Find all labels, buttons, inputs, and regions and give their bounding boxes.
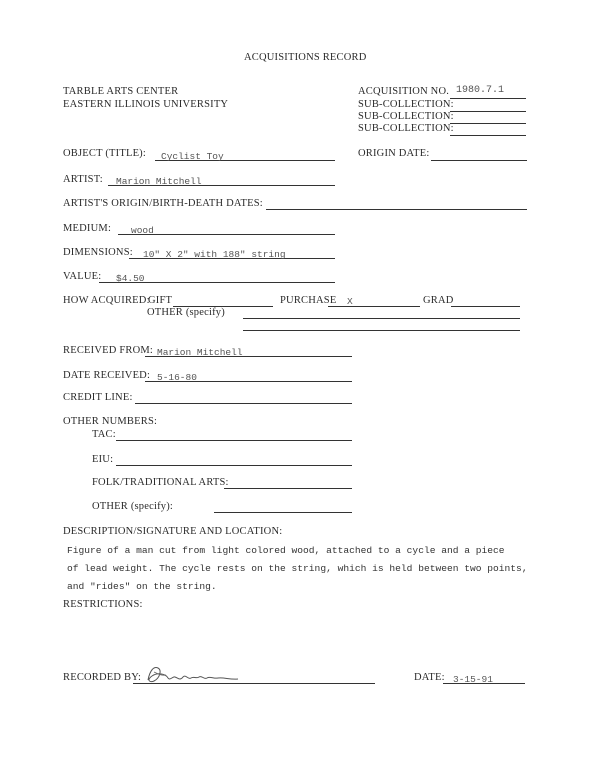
credit-line-line [135, 403, 352, 404]
other-specify-line-2 [243, 330, 520, 331]
sub-collection-1-label: SUB-COLLECTION: [358, 99, 454, 110]
sub-collection-3-line [450, 135, 526, 136]
folk-traditional-arts-line [224, 488, 352, 489]
origin-date-label: ORIGIN DATE: [358, 148, 430, 159]
tac-label: TAC: [92, 429, 116, 440]
signature-icon [140, 662, 250, 688]
other-specify-label: OTHER (specify) [147, 307, 225, 318]
document-title: ACQUISITIONS RECORD [244, 52, 367, 63]
recorded-by-label: RECORDED BY: [63, 672, 142, 683]
description-line-1: Figure of a man cut from light colored wood, attached to a cycle and a piece [67, 545, 505, 556]
date-value: 3-15-91 [453, 674, 493, 685]
acquisition-number-label: ACQUISITION NO. [358, 86, 450, 97]
description-label: DESCRIPTION/SIGNATURE AND LOCATION: [63, 526, 283, 537]
artist-label: ARTIST: [63, 174, 103, 185]
grad-line [451, 306, 520, 307]
sub-collection-3-label: SUB-COLLECTION: [358, 123, 454, 134]
grad-label: GRAD [423, 295, 454, 306]
other-numbers-label: OTHER NUMBERS: [63, 416, 158, 427]
value-value: $4.50 [116, 273, 145, 284]
received-from-label: RECEIVED FROM: [63, 345, 154, 356]
description-line-3: and "rides" on the string. [67, 581, 217, 592]
how-acquired-label: HOW ACQUIRED: [63, 295, 150, 306]
other-numbers-specify-line [214, 512, 352, 513]
eiu-line [116, 465, 352, 466]
folk-traditional-arts-label: FOLK/TRADITIONAL ARTS: [92, 477, 229, 488]
sub-collection-2-label: SUB-COLLECTION: [358, 111, 454, 122]
acquisition-number-value: 1980.7.1 [456, 85, 505, 96]
gift-label: GIFT [148, 295, 173, 306]
sub-collection-1-line [450, 111, 526, 112]
value-label: VALUE: [63, 271, 102, 282]
sub-collection-2-line [450, 123, 526, 124]
description-line-2: of lead weight. The cycle rests on the string, which is held between two points, [67, 563, 528, 574]
medium-label: MEDIUM: [63, 223, 112, 234]
other-numbers-specify-label: OTHER (specify): [92, 501, 174, 512]
acquisition-number-line [450, 98, 526, 99]
date-label: DATE: [414, 672, 445, 683]
date-received-value: 5-16-80 [157, 372, 197, 383]
object-title-label: OBJECT (TITLE): [63, 148, 147, 159]
other-specify-line-1 [243, 318, 520, 319]
institution-name: TARBLE ARTS CENTER [63, 86, 179, 97]
dimensions-label: DIMENSIONS: [63, 247, 133, 258]
received-from-value: Marion Mitchell [157, 347, 243, 358]
eiu-label: EIU: [92, 454, 114, 465]
artist-value: Marion Mitchell [116, 176, 202, 187]
credit-line-label: CREDIT LINE: [63, 392, 133, 403]
purchase-label: PURCHASE [280, 295, 337, 306]
artist-dates-line [266, 209, 527, 210]
object-title-value: Cyclist Toy [161, 151, 224, 162]
date-received-label: DATE RECEIVED: [63, 370, 151, 381]
origin-date-line [431, 160, 527, 161]
medium-value: wood [131, 225, 154, 236]
dimensions-value: 10" X 2" with 188" string [143, 249, 286, 260]
institution-university: EASTERN ILLINOIS UNIVERSITY [63, 99, 229, 110]
artist-dates-label: ARTIST'S ORIGIN/BIRTH-DEATH DATES: [63, 198, 263, 209]
tac-line [116, 440, 352, 441]
purchase-value: X [347, 296, 353, 307]
purchase-line [328, 306, 420, 307]
restrictions-label: RESTRICTIONS: [63, 599, 143, 610]
